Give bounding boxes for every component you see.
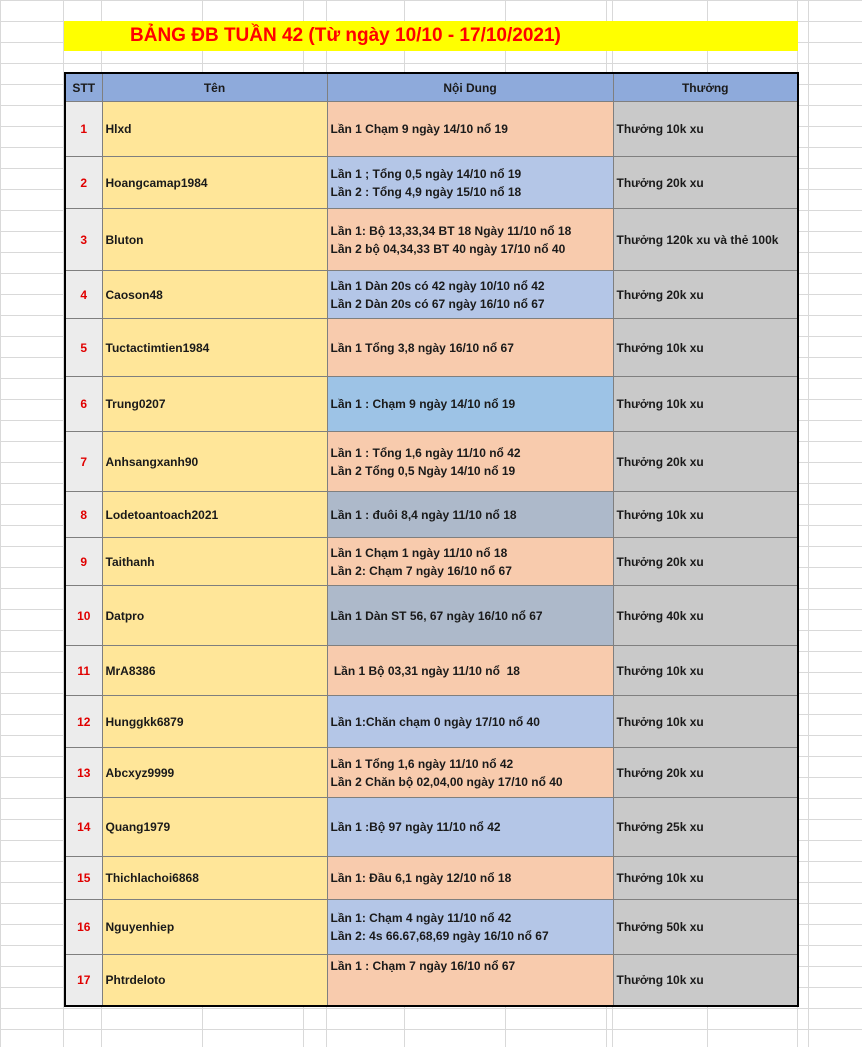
row-reward: Thưởng 10k xu <box>613 955 798 1006</box>
header-name: Tên <box>102 73 327 102</box>
row-name: MrA8386 <box>102 646 327 696</box>
table-row <box>65 319 798 377</box>
header-content: Nội Dung <box>327 73 613 102</box>
row-content <box>327 955 613 1006</box>
bonus-table <box>64 72 799 1007</box>
row-name: Nguyenhiep <box>102 900 327 955</box>
row-reward: Thưởng 20k xu <box>613 432 798 492</box>
row-name: Datpro <box>102 586 327 646</box>
row-reward: Thưởng 10k xu <box>613 696 798 748</box>
content-line: Lần 1 Tổng 3,8 ngày 16/10 nổ 67 <box>330 340 514 355</box>
row-content <box>327 492 613 538</box>
table-row <box>65 646 798 696</box>
row-name: Hoangcamap1984 <box>102 157 327 209</box>
content-line: Lần 1 : đuôi 8,4 ngày 11/10 nổ 18 <box>330 507 517 522</box>
content-line: Lần 1 :Bộ 97 ngày 11/10 nổ 42 <box>330 820 501 834</box>
header-stt: STT <box>65 73 102 102</box>
row-stt: 11 <box>65 646 102 696</box>
row-reward: Thưởng 50k xu <box>613 900 798 955</box>
row-stt: 8 <box>65 492 102 538</box>
row-name: Tuctactimtien1984 <box>102 319 327 377</box>
row-reward: Thưởng 20k xu <box>613 538 798 586</box>
table-row <box>65 271 798 319</box>
row-reward: Thưởng 20k xu <box>613 271 798 319</box>
content-line: Lần 1:Chăn chạm 0 ngày 17/10 nổ 40 <box>330 714 540 729</box>
row-name: Phtrdeloto <box>102 955 327 1006</box>
row-name: Taithanh <box>102 538 327 586</box>
row-content <box>327 696 613 748</box>
row-content <box>327 586 613 646</box>
content-line: Lần 2 Tổng 0,5 Ngày 14/10 nổ 19 <box>330 463 516 478</box>
row-name: Hlxd <box>102 102 327 157</box>
row-reward: Thưởng 20k xu <box>613 157 798 209</box>
content-line: Lần 1 Dàn 20s có 42 ngày 10/10 nổ 42 <box>330 278 545 293</box>
content-line: Lần 1 Tổng 1,6 ngày 11/10 nổ 42 <box>330 756 514 771</box>
content-line: Lần 2: 4s 66.67,68,69 ngày 16/10 nổ 67 <box>330 929 549 943</box>
row-stt: 12 <box>65 696 102 748</box>
content-line: Lần 1 Chạm 9 ngày 14/10 nổ 19 <box>330 122 508 136</box>
row-name: Caoson48 <box>102 271 327 319</box>
table-row <box>65 900 798 955</box>
content-line: Lần 2 bộ 04,34,33 BT 40 ngày 17/10 nổ 40 <box>330 241 566 256</box>
header-reward: Thưởng <box>613 73 798 102</box>
row-name: Abcxyz9999 <box>102 748 327 798</box>
row-stt: 1 <box>65 102 102 157</box>
row-stt: 6 <box>65 377 102 432</box>
row-content <box>327 748 613 798</box>
content-line: Lần 2 Chăn bộ 02,04,00 ngày 17/10 nổ 40 <box>330 774 563 789</box>
table-row <box>65 748 798 798</box>
row-reward: Thưởng 10k xu <box>613 857 798 900</box>
row-stt: 3 <box>65 209 102 271</box>
row-content <box>327 798 613 857</box>
row-stt: 5 <box>65 319 102 377</box>
table-header-row <box>65 73 798 102</box>
row-stt: 15 <box>65 857 102 900</box>
row-stt: 16 <box>65 900 102 955</box>
row-stt: 14 <box>65 798 102 857</box>
row-stt: 4 <box>65 271 102 319</box>
content-line: Lần 1 : Tổng 1,6 ngày 11/10 nổ 42 <box>330 445 521 460</box>
row-stt: 10 <box>65 586 102 646</box>
table-row <box>65 157 798 209</box>
row-reward: Thưởng 10k xu <box>613 646 798 696</box>
row-stt: 9 <box>65 538 102 586</box>
content-line: Lần 2 : Tổng 4,9 ngày 15/10 nổ 18 <box>330 184 522 199</box>
row-content <box>327 538 613 586</box>
row-content <box>327 900 613 955</box>
row-stt: 13 <box>65 748 102 798</box>
row-name: Bluton <box>102 209 327 271</box>
content-line: Lần 1: Đầu 6,1 ngày 12/10 nổ 18 <box>330 871 512 885</box>
row-reward: Thưởng 10k xu <box>613 102 798 157</box>
row-reward: Thưởng 120k xu và thẻ 100k <box>613 209 798 271</box>
table-row <box>65 586 798 646</box>
table-row <box>65 857 798 900</box>
row-content <box>327 209 613 271</box>
row-reward: Thưởng 40k xu <box>613 586 798 646</box>
content-line: Lần 1 : Chạm 9 ngày 14/10 nổ 19 <box>330 397 516 411</box>
table-row <box>65 432 798 492</box>
content-line: Lần 1 Chạm 1 ngày 11/10 nổ 18 <box>330 545 508 560</box>
table-row <box>65 955 798 1006</box>
table-row <box>65 102 798 157</box>
content-line: Lần 1: Chạm 4 ngày 11/10 nổ 42 <box>330 911 512 925</box>
row-content <box>327 102 613 157</box>
row-name: Trung0207 <box>102 377 327 432</box>
content-line: Lần 2: Chạm 7 ngày 16/10 nổ 67 <box>330 563 512 578</box>
row-name: Lodetoantoach2021 <box>102 492 327 538</box>
table-row <box>65 798 798 857</box>
row-content <box>327 271 613 319</box>
row-stt: 7 <box>65 432 102 492</box>
row-reward: Thưởng 10k xu <box>613 377 798 432</box>
row-name: Quang1979 <box>102 798 327 857</box>
table-row <box>65 209 798 271</box>
row-name: Anhsangxanh90 <box>102 432 327 492</box>
page-title: BẢNG ĐB TUẦN 42 (Từ ngày 10/10 - 17/10/2021) <box>64 21 798 51</box>
content-line: Lần 1 Dàn ST 56, 67 ngày 16/10 nổ 67 <box>330 608 543 623</box>
row-name: Hunggkk6879 <box>102 696 327 748</box>
content-line: Lần 1: Bộ 13,33,34 BT 18 Ngày 11/10 nổ 18 <box>330 223 572 238</box>
table-row <box>65 492 798 538</box>
row-content <box>327 857 613 900</box>
row-content <box>327 157 613 209</box>
content-line: Lần 1 : Chạm 7 ngày 16/10 nổ 67 <box>330 959 516 973</box>
row-content <box>327 432 613 492</box>
row-content <box>327 319 613 377</box>
content-line: Lần 2 Dàn 20s có 67 ngày 16/10 nổ 67 <box>330 296 545 311</box>
row-content <box>327 377 613 432</box>
row-name: Thichlachoi6868 <box>102 857 327 900</box>
row-content <box>327 646 613 696</box>
row-reward: Thưởng 10k xu <box>613 319 798 377</box>
table-row <box>65 696 798 748</box>
row-reward: Thưởng 10k xu <box>613 492 798 538</box>
table-row <box>65 538 798 586</box>
row-stt: 2 <box>65 157 102 209</box>
row-stt: 17 <box>65 955 102 1006</box>
row-reward: Thưởng 20k xu <box>613 748 798 798</box>
row-reward: Thưởng 25k xu <box>613 798 798 857</box>
table-row <box>65 377 798 432</box>
content-line: Lần 1 ; Tổng 0,5 ngày 14/10 nổ 19 <box>330 166 522 181</box>
content-line: Lần 1 Bộ 03,31 ngày 11/10 nổ 18 <box>330 663 520 678</box>
